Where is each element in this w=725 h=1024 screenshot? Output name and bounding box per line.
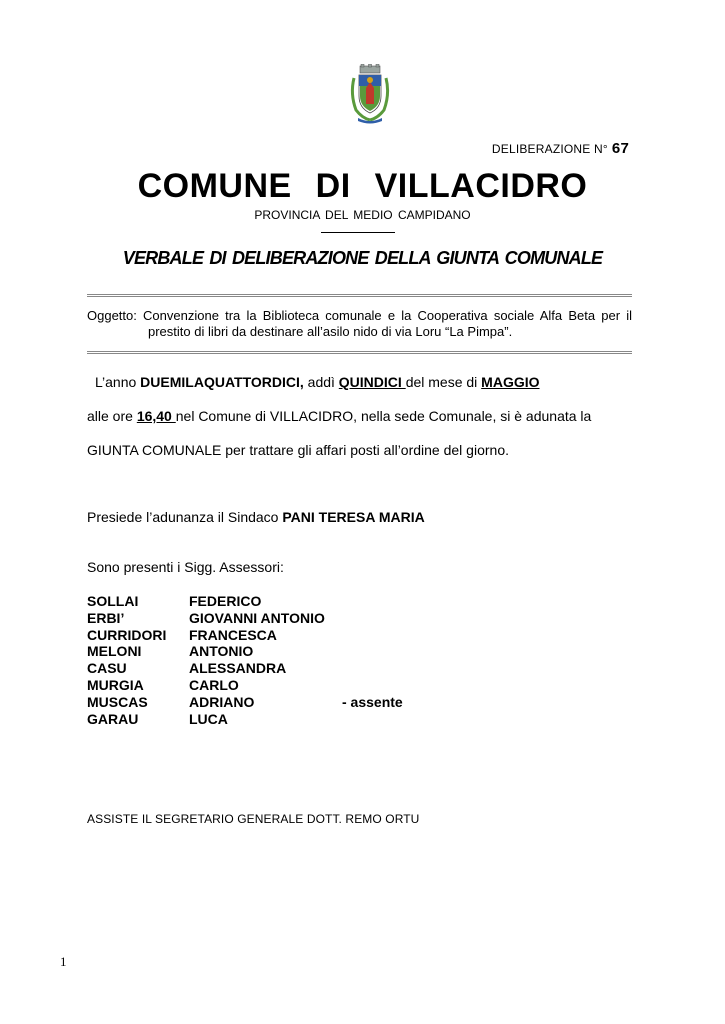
deliberazione-label: DELIBERAZIONE N° <box>491 142 608 156</box>
verbale-heading: VERBALE DI DELIBERAZIONE DELLA GIUNTA COMUNALE <box>122 248 603 268</box>
assessore-nome: ANTONIO <box>189 643 254 660</box>
oggetto-line-1: Oggetto: Convenzione tra la Biblioteca comunale e la Cooperativa sociale Alfa Beta per il <box>87 308 632 323</box>
coat-of-arms-icon <box>348 64 392 126</box>
deliberazione-value: 67 <box>611 140 629 157</box>
presidenza-text: Presiede l’adunanza il Sindaco <box>87 509 283 525</box>
intro-text-a: L’anno <box>95 374 141 390</box>
assessore-cognome: CURRIDORI <box>87 626 167 643</box>
assessore-nome: GIOVANNI ANTONIO <box>189 609 325 626</box>
assessore-nome: ALESSANDRA <box>189 660 287 677</box>
intro-text-c: del mese di <box>405 374 482 390</box>
intro-line-1 <box>95 374 540 390</box>
intro-line-2 <box>87 408 591 424</box>
page-number: 1 <box>60 954 67 969</box>
assessore-cognome: MELONI <box>87 643 142 660</box>
presidenza-line <box>87 509 425 525</box>
assessore-nome: FEDERICO <box>189 593 262 609</box>
luogo-text: nel Comune di VILLACIDRO, nella sede Comunale, si è adunata la <box>175 408 592 424</box>
segretario-line: ASSISTE IL SEGRETARIO GENERALE DOTT. REMO ORTU <box>87 812 420 826</box>
assessore-cognome: MUSCAS <box>87 693 148 710</box>
oggetto-bottom-rule <box>87 351 632 354</box>
assessore-nome: FRANCESCA <box>189 626 277 643</box>
presenti-label: Sono presenti i Sigg. Assessori: <box>87 559 284 575</box>
oggetto-block <box>87 308 632 340</box>
assessore-cognome: SOLLAI <box>87 593 139 609</box>
intro-line-3: GIUNTA COMUNALE per trattare gli affari posti all’ordine del giorno. <box>87 442 509 458</box>
oggetto-line-2: prestito di libri da destinare all’asilo nido di via Loru “La Pimpa”. <box>148 324 513 339</box>
sindaco-name: PANI TERESA MARIA <box>282 509 425 525</box>
assessore-nome: ADRIANO <box>189 693 255 710</box>
oggetto-top-rule <box>87 294 632 297</box>
title-divider <box>321 232 395 233</box>
deliberazione-number <box>492 140 629 157</box>
assessore-nome: CARLO <box>189 676 239 693</box>
page-subtitle: PROVINCIA DEL MEDIO CAMPIDANO <box>254 208 471 222</box>
assessore-note: - assente <box>342 693 403 710</box>
anno: DUEMILAQUATTORDICI, <box>140 374 304 390</box>
assessore-cognome: MURGIA <box>87 676 144 693</box>
giorno: QUINDICI <box>338 374 406 390</box>
assessore-nome: LUCA <box>189 710 228 727</box>
ora: 16,40 <box>136 408 176 424</box>
mese: MAGGIO <box>481 374 540 390</box>
page-title: COMUNE DI VILLACIDRO <box>137 167 588 205</box>
assessore-cognome: CASU <box>87 660 127 677</box>
assessore-cognome: GARAU <box>87 710 139 727</box>
assessore-cognome: ERBI’ <box>87 609 125 626</box>
ora-label: alle ore <box>87 408 137 424</box>
intro-text-b: addì <box>303 374 339 390</box>
